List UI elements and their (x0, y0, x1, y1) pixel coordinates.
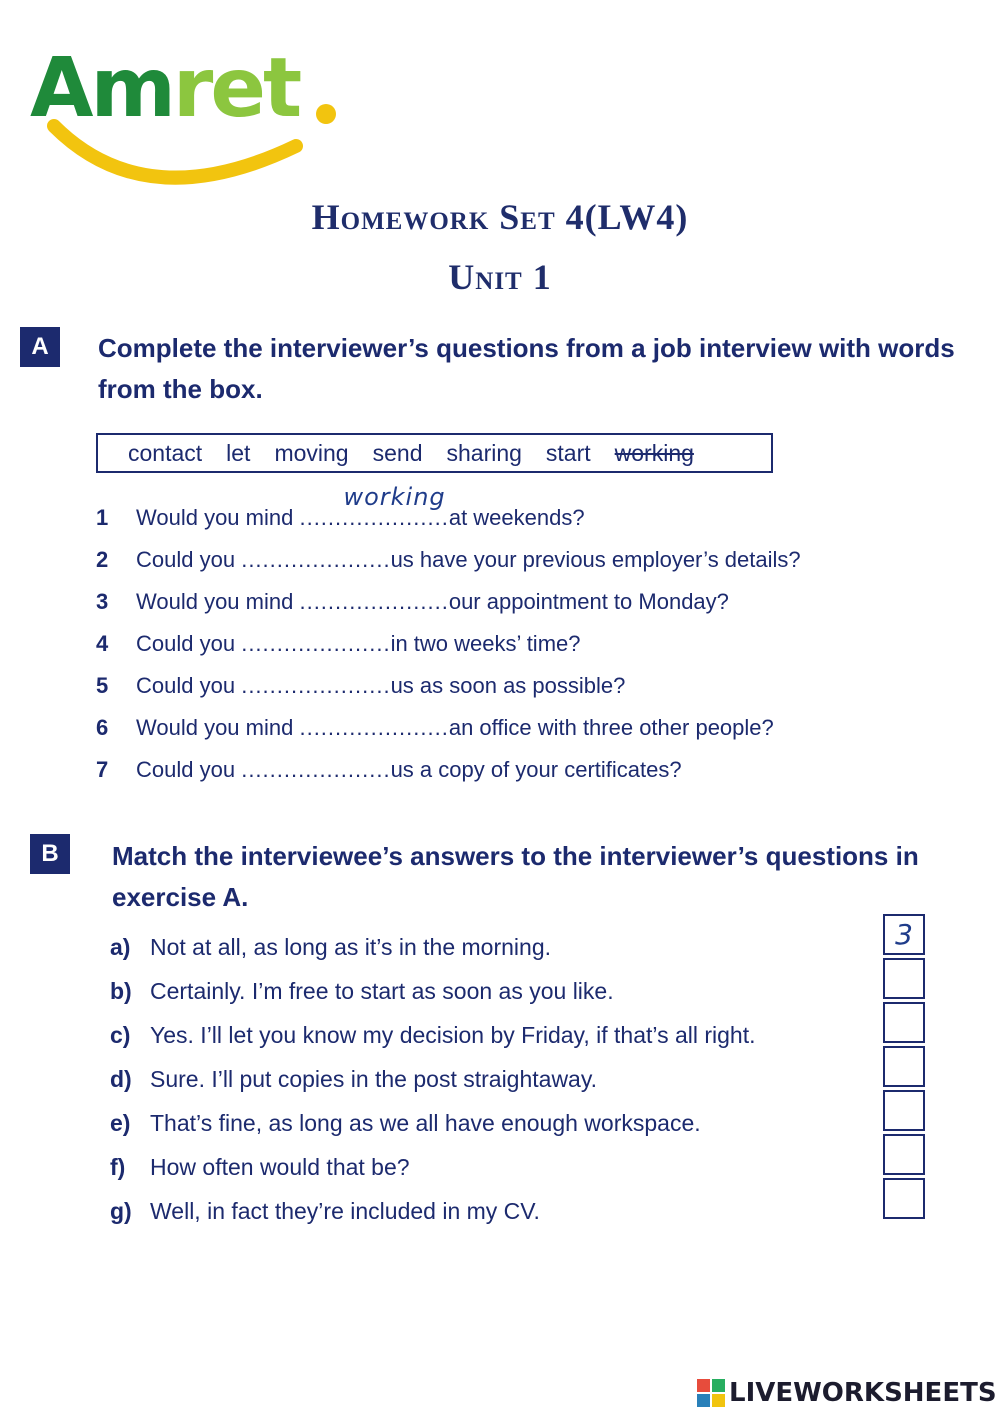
question-row (96, 539, 956, 581)
question-text-before: Could you (136, 673, 236, 698)
answer-box[interactable]: 3 (883, 914, 925, 955)
answer-letter: b) (110, 977, 132, 1004)
answer-letter: d) (110, 1065, 132, 1092)
answer-box[interactable] (883, 958, 925, 999)
answer-text: Sure. I’ll put copies in the post straightaway. (150, 1065, 598, 1092)
question-text-after: an office with three other people? (448, 715, 774, 740)
answer-row (110, 969, 870, 1013)
question-text-after: at weekends? (448, 505, 585, 530)
answer-row (110, 1013, 870, 1057)
question-text-before: Could you (136, 547, 236, 572)
answer-box[interactable] (883, 1134, 925, 1175)
question-text-before: Could you (136, 631, 236, 656)
answer-row (110, 1057, 870, 1101)
word-box-item: moving (274, 439, 349, 466)
section-a-badge: A (20, 327, 60, 367)
question-text-after: us a copy of your certificates? (390, 757, 682, 782)
answer-box[interactable] (883, 1178, 925, 1219)
question-number: 6 (96, 715, 109, 740)
question-row (96, 483, 956, 539)
question-row (96, 707, 956, 749)
section-b-instruction: Match the interviewee’s answers to the interviewer’s questions in exercise A. (112, 841, 919, 912)
answer-letter: a) (110, 933, 131, 960)
question-row (96, 623, 956, 665)
amret-logo (26, 41, 346, 188)
unit-title: Unit 1 (448, 257, 552, 297)
question-number: 3 (96, 589, 109, 614)
word-box-item: sharing (446, 439, 522, 466)
answer-row (110, 1189, 870, 1233)
question-number: 4 (96, 631, 109, 656)
answer-blank[interactable] (299, 589, 448, 615)
answer-box-column (883, 914, 927, 1222)
question-row (96, 665, 956, 707)
logo-wordmark (30, 41, 300, 136)
page-title: Homework Set 4(LW4) (311, 197, 689, 237)
question-text-before: Would you mind (136, 715, 294, 740)
blank-dots: ..................... (299, 715, 449, 740)
answer-text: How often would that be? (150, 1153, 410, 1180)
question-list (96, 483, 956, 791)
answer-blank[interactable] (241, 673, 390, 699)
answer-row (110, 925, 870, 969)
question-text-after: us as soon as possible? (390, 673, 626, 698)
blank-dots: ..................... (299, 589, 449, 614)
answer-text: That’s fine, as long as we all have enough workspace. (150, 1109, 701, 1136)
word-box-item: let (226, 439, 251, 466)
question-text-after: in two weeks’ time? (390, 631, 581, 656)
section-a-instruction: Complete the interviewer’s questions from a job interview with words from the box. (98, 333, 955, 404)
blank-dots: ..................... (241, 547, 391, 572)
question-number: 5 (96, 673, 109, 698)
question-text-before: Would you mind (136, 589, 294, 614)
section-b-badge: B (30, 834, 70, 874)
logo-text-ret: ret (172, 41, 300, 136)
answer-box[interactable] (883, 1090, 925, 1131)
word-box-item-struck: working (614, 439, 694, 466)
answer-letter: e) (110, 1109, 131, 1136)
answer-box[interactable] (883, 1002, 925, 1043)
answer-letter: g) (110, 1197, 132, 1224)
liveworksheets-text: LIVEWORKSHEETS (729, 1378, 997, 1408)
answer-row (110, 1101, 870, 1145)
question-row (96, 581, 956, 623)
answer-blank[interactable] (299, 483, 449, 531)
answer-text: Not at all, as long as it’s in the morning. (150, 933, 552, 960)
blank-dots: ..................... (241, 631, 391, 656)
blank-dots: ..................... (299, 505, 449, 530)
word-box-item: start (545, 439, 591, 466)
question-text-after: us have your previous employer’s details? (390, 547, 801, 572)
word-box (96, 433, 773, 473)
question-number: 7 (96, 757, 109, 782)
answer-row (110, 1145, 870, 1189)
question-number: 2 (96, 547, 109, 572)
answer-blank[interactable] (241, 547, 390, 573)
word-box-item: contact (128, 439, 203, 466)
answer-letter: f) (110, 1153, 126, 1180)
question-text-before: Would you mind (136, 505, 294, 530)
blank-dots: ..................... (241, 673, 391, 698)
word-box-item: send (372, 439, 423, 466)
answer-text: Certainly. I’m free to start as soon as you like. (150, 977, 614, 1004)
blank-dots: ..................... (241, 757, 391, 782)
question-number: 1 (96, 505, 109, 530)
liveworksheets-logo-icon (697, 1379, 725, 1407)
answer-list (110, 925, 870, 1233)
handwritten-answer: working (343, 483, 446, 511)
answer-text: Yes. I’ll let you know my decision by Friday, if that’s all right. (150, 1021, 756, 1048)
question-text-after: our appointment to Monday? (448, 589, 729, 614)
answer-box[interactable] (883, 1046, 925, 1087)
answer-blank[interactable] (241, 757, 390, 783)
answer-blank[interactable] (299, 715, 448, 741)
answer-text: Well, in fact they’re included in my CV. (150, 1197, 540, 1224)
liveworksheets-brand (697, 1378, 997, 1408)
question-text-before: Could you (136, 757, 236, 782)
logo-text-am: Am (30, 41, 173, 136)
answer-blank[interactable] (241, 631, 390, 657)
question-row (96, 749, 956, 791)
answer-letter: c) (110, 1021, 131, 1048)
